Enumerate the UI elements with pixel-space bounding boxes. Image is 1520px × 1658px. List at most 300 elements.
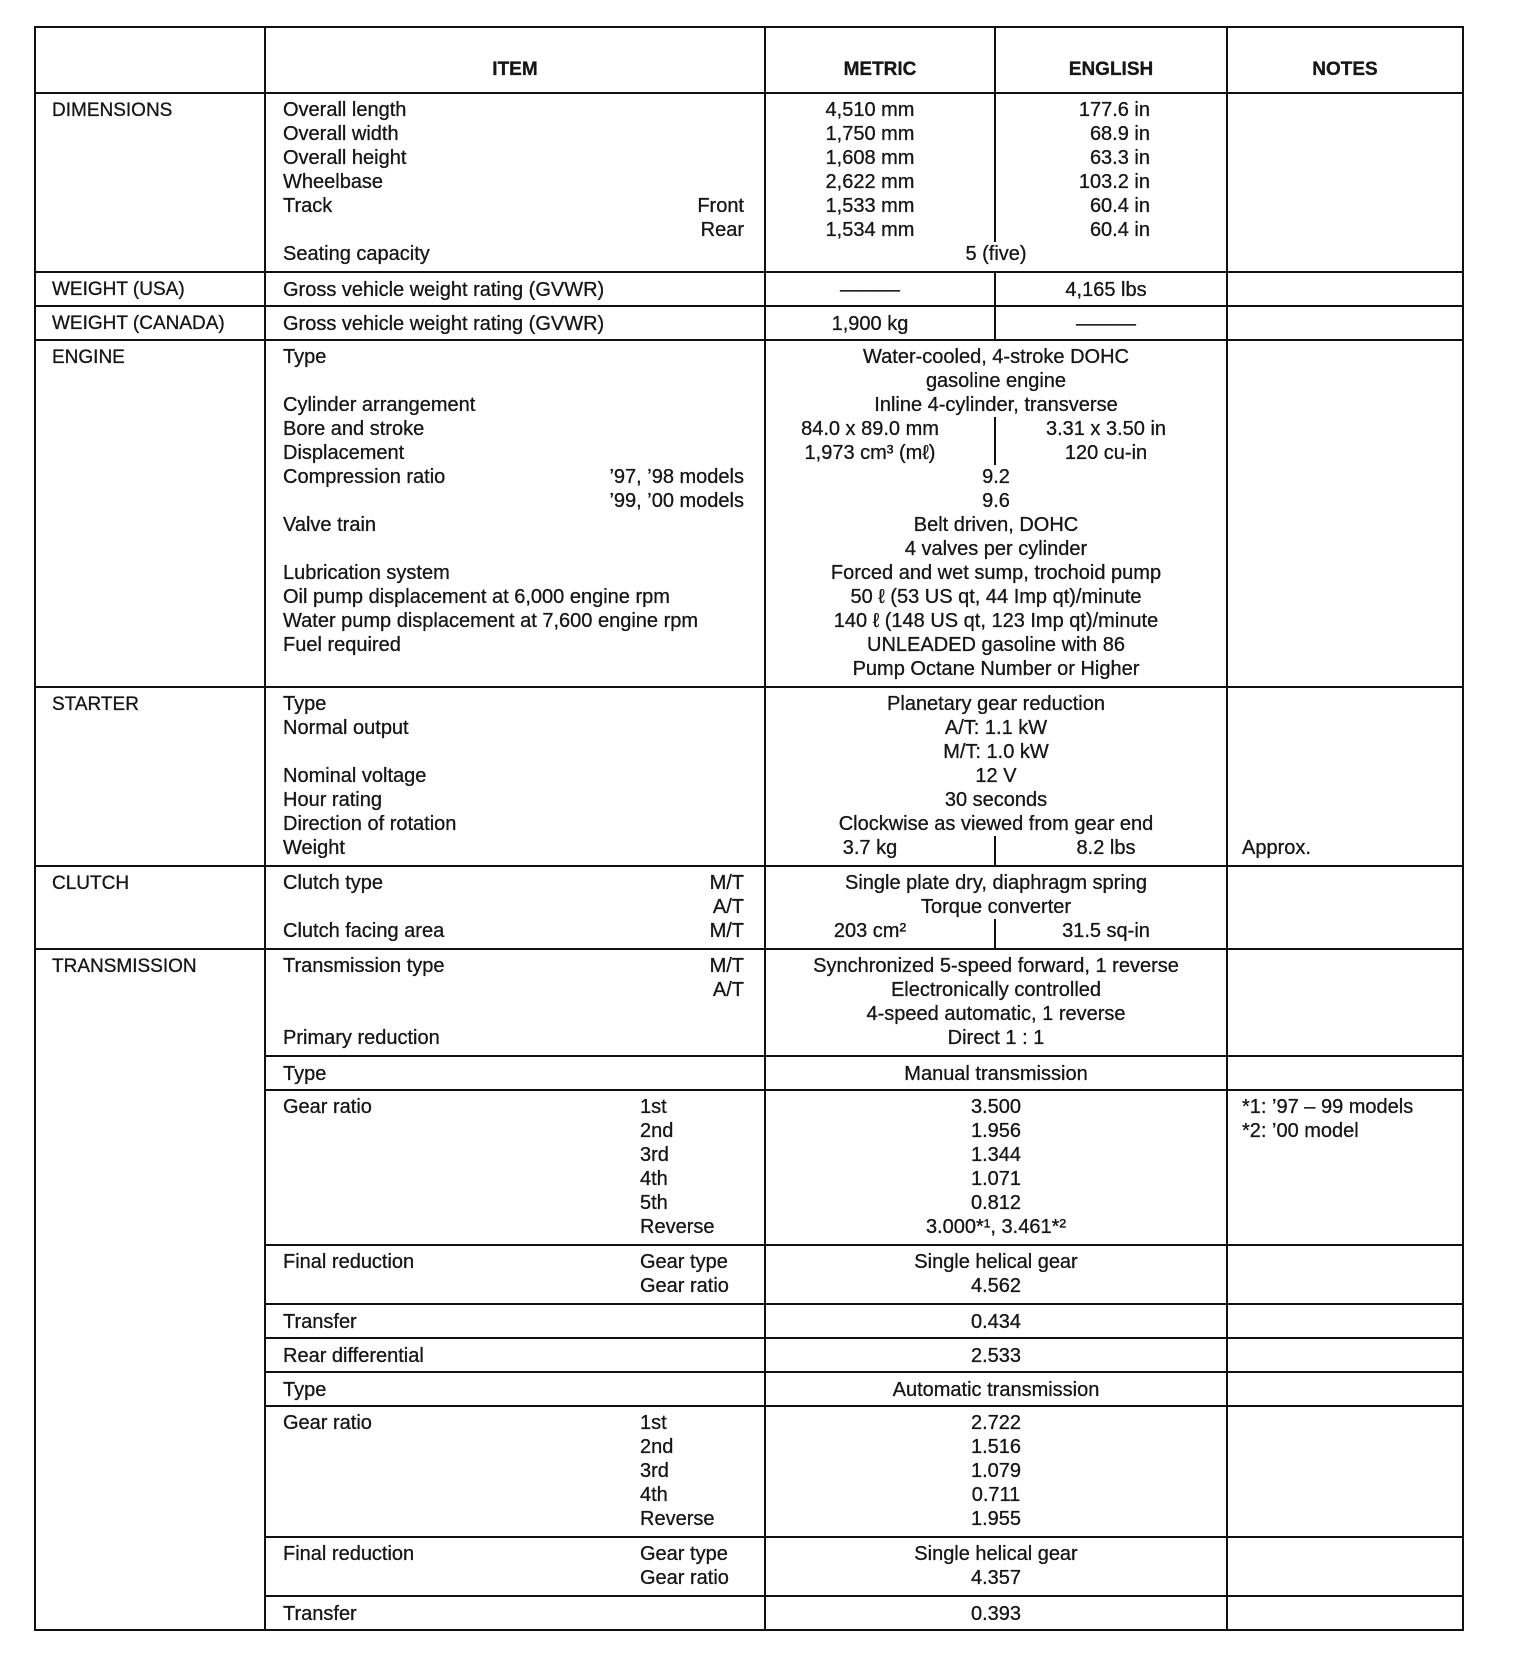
english-value: 60.4 in <box>1089 195 1150 217</box>
spec-row <box>266 417 1462 441</box>
item-cell-content <box>283 919 744 943</box>
item-label: Gross vehicle weight rating (GVWR) <box>283 279 605 301</box>
value-combined: Electronically controlled <box>890 979 1102 1001</box>
value-combined: 1.071 <box>970 1168 1022 1190</box>
item-label: Type <box>283 693 327 715</box>
item-cell <box>266 1459 766 1483</box>
spec-row <box>266 1339 1462 1371</box>
value-cell <box>766 836 1228 865</box>
item-cell-content <box>283 1062 744 1086</box>
spec-row <box>266 1057 1462 1089</box>
spec-row <box>266 537 1462 561</box>
value-cell <box>766 1373 1228 1405</box>
metric-cell <box>766 94 996 122</box>
value-cell <box>766 1459 1228 1483</box>
metric-value: 1,608 mm <box>825 147 915 169</box>
spec-row <box>266 867 1462 895</box>
metric-value: 84.0 x 89.0 mm <box>801 418 939 440</box>
item-cell-content <box>283 218 744 242</box>
spec-row <box>266 242 1462 271</box>
notes-cell <box>1228 919 1462 948</box>
notes-cell <box>1228 716 1462 740</box>
item-cell <box>266 1191 766 1215</box>
item-cell <box>266 146 766 170</box>
value-combined: 4.562 <box>970 1275 1022 1297</box>
notes-cell <box>1228 1091 1462 1119</box>
english-cell <box>996 417 1226 441</box>
item-cell-content <box>283 1602 744 1626</box>
value-cell <box>766 307 1228 339</box>
notes-cell <box>1228 1167 1462 1191</box>
value-cell <box>766 465 1228 489</box>
value-combined: 1.956 <box>970 1120 1022 1142</box>
spec-row <box>266 513 1462 537</box>
item-cell <box>266 170 766 194</box>
notes-cell <box>1228 561 1462 585</box>
english-value: 31.5 sq-in <box>1062 920 1150 942</box>
english-cell <box>996 273 1226 305</box>
spec-row <box>266 919 1462 948</box>
notes-cell <box>1228 585 1462 609</box>
header-metric: METRIC <box>766 28 996 92</box>
item-label: Cylinder arrangement <box>283 394 476 416</box>
value-combined: 140 ℓ (148 US qt, 123 Imp qt)/minute <box>833 610 1159 632</box>
notes-cell <box>1228 242 1462 271</box>
notes-cell <box>1228 146 1462 170</box>
english-value: 68.9 in <box>1089 123 1150 145</box>
english-value: 4,165 lbs <box>1065 279 1147 301</box>
spec-block <box>266 1057 1462 1091</box>
value-cell <box>766 1026 1228 1055</box>
item-cell <box>266 919 766 948</box>
spec-row <box>266 716 1462 740</box>
value-cell <box>766 812 1228 836</box>
item-cell-content <box>283 417 744 441</box>
spec-row <box>266 895 1462 919</box>
spec-block <box>266 1091 1462 1246</box>
notes-cell <box>1228 867 1462 895</box>
notes-cell <box>1228 1459 1462 1483</box>
notes-cell <box>1228 1057 1462 1089</box>
value-cell <box>766 657 1228 686</box>
item-sub-label: 2nd <box>640 1120 674 1142</box>
value-cell <box>766 895 1228 919</box>
spec-row <box>266 688 1462 716</box>
item-cell-content <box>283 1310 744 1334</box>
item-cell <box>266 867 766 895</box>
spec-row <box>266 561 1462 585</box>
item-cell-content <box>283 633 744 657</box>
value-cell <box>766 1483 1228 1507</box>
english-cell <box>996 919 1226 948</box>
value-cell <box>766 146 1228 170</box>
item-cell <box>266 1483 766 1507</box>
item-cell-content <box>283 441 744 465</box>
item-cell <box>266 1538 766 1566</box>
value-combined: Manual transmission <box>904 1063 1088 1085</box>
section-blocks <box>266 950 1462 1629</box>
category-label: DIMENSIONS <box>36 94 266 271</box>
item-cell <box>266 1305 766 1337</box>
item-cell-content <box>283 1026 744 1050</box>
item-label: Seating capacity <box>283 243 430 265</box>
header-notes: NOTES <box>1312 59 1378 80</box>
metric-value: 2,622 mm <box>825 171 915 193</box>
value-cell <box>766 218 1228 242</box>
value-combined: 3.000*¹, 3.461*² <box>925 1216 1067 1238</box>
item-cell-content <box>283 1344 744 1368</box>
item-qualifier: Front <box>697 195 744 217</box>
item-cell-content <box>283 194 744 218</box>
item-qualifier: M/T <box>709 920 744 942</box>
value-combined: 5 (five) <box>965 243 1027 265</box>
notes-cell <box>1228 194 1462 218</box>
english-cell <box>996 170 1226 194</box>
section-blocks <box>266 341 1462 686</box>
value-cell <box>766 1002 1228 1026</box>
item-label: Transfer <box>283 1311 357 1333</box>
item-cell <box>266 1339 766 1371</box>
notes-cell <box>1228 1566 1462 1595</box>
metric-value: 1,900 kg <box>831 313 909 335</box>
value-cell <box>766 1305 1228 1337</box>
item-sub-label: 2nd <box>640 1436 674 1458</box>
notes-cell <box>1228 688 1462 716</box>
item-cell-content <box>283 1483 744 1507</box>
section-blocks <box>266 94 1462 271</box>
spec-block <box>266 341 1462 686</box>
spec-row <box>266 1373 1462 1405</box>
notes-cell <box>1228 307 1462 339</box>
item-cell-content <box>283 657 744 681</box>
notes-cell <box>1228 788 1462 812</box>
item-label: Transmission type <box>283 955 445 977</box>
item-label: Track <box>283 195 333 217</box>
value-combined: Belt driven, DOHC <box>913 514 1079 536</box>
notes-cell <box>1228 609 1462 633</box>
spec-row <box>266 1305 1462 1337</box>
spec-block <box>266 1597 1462 1629</box>
spec-row <box>266 341 1462 369</box>
note-text: *1: ’97 – 99 models <box>1242 1096 1414 1118</box>
notes-cell <box>1228 1407 1462 1435</box>
item-cell <box>266 609 766 633</box>
item-cell-content <box>283 1119 744 1143</box>
item-cell-content <box>283 1459 744 1483</box>
value-cell <box>766 561 1228 585</box>
spec-row <box>266 609 1462 633</box>
item-label: Direction of rotation <box>283 813 457 835</box>
item-label: Final reduction <box>283 1543 415 1565</box>
spec-row <box>266 393 1462 417</box>
metric-value: 3.7 kg <box>842 837 898 859</box>
value-combined: 1.955 <box>970 1508 1022 1530</box>
item-sub-label: 4th <box>640 1168 668 1190</box>
notes-cell <box>1228 836 1462 865</box>
spec-block <box>266 1305 1462 1339</box>
item-cell-content <box>283 146 744 170</box>
value-cell <box>766 740 1228 764</box>
spec-row <box>266 1435 1462 1459</box>
value-combined: 12 V <box>975 765 1017 787</box>
item-cell-content <box>283 1435 744 1459</box>
item-cell <box>266 688 766 716</box>
spec-row <box>266 1407 1462 1435</box>
spec-row <box>266 489 1462 513</box>
item-cell-content <box>283 836 744 860</box>
value-cell <box>766 978 1228 1002</box>
english-cell <box>996 194 1226 218</box>
english-cell <box>996 218 1226 242</box>
item-cell-content <box>283 954 744 978</box>
item-cell-content <box>283 1215 744 1239</box>
category-label: WEIGHT (USA) <box>36 273 266 305</box>
section-engine <box>36 341 1462 688</box>
value-cell <box>766 369 1228 393</box>
section-blocks <box>266 867 1462 948</box>
value-cell <box>766 393 1228 417</box>
item-label: Type <box>283 1379 327 1401</box>
value-cell <box>766 1215 1228 1244</box>
section-blocks <box>266 307 1462 339</box>
value-combined: Forced and wet sump, trochoid pump <box>830 562 1162 584</box>
metric-value: 1,973 cm³ (mℓ) <box>804 442 936 464</box>
spec-row <box>266 194 1462 218</box>
item-cell-content <box>283 489 744 513</box>
item-cell <box>266 1215 766 1244</box>
spec-block <box>266 273 1462 305</box>
value-cell <box>766 1143 1228 1167</box>
item-cell <box>266 1091 766 1119</box>
header-category <box>36 28 266 92</box>
notes-cell <box>1228 1215 1462 1244</box>
value-cell <box>766 1119 1228 1143</box>
item-cell <box>266 1566 766 1595</box>
value-cell <box>766 242 1228 271</box>
value-combined: Synchronized 5-speed forward, 1 reverse <box>813 955 1179 977</box>
item-cell-content <box>283 122 744 146</box>
metric-cell <box>766 836 996 865</box>
value-cell <box>766 1538 1228 1566</box>
spec-row <box>266 657 1462 686</box>
item-cell <box>266 369 766 393</box>
notes-cell <box>1228 537 1462 561</box>
value-combined: A/T: 1.1 kW <box>944 717 1048 739</box>
english-value: 8.2 lbs <box>1076 837 1136 859</box>
spec-row <box>266 836 1462 865</box>
item-qualifier: M/T <box>709 955 744 977</box>
spec-row <box>266 369 1462 393</box>
item-cell-content <box>283 716 744 740</box>
metric-value: 1,533 mm <box>825 195 915 217</box>
value-cell <box>766 489 1228 513</box>
value-combined: Single helical gear <box>914 1543 1078 1565</box>
value-combined: Single plate dry, diaphragm spring <box>844 872 1148 894</box>
item-qualifier: ’97, ’98 models <box>609 466 744 488</box>
notes-cell <box>1228 465 1462 489</box>
section-dimensions <box>36 94 1462 273</box>
item-cell-content <box>283 812 744 836</box>
spec-block <box>266 1339 1462 1373</box>
value-cell <box>766 585 1228 609</box>
item-cell <box>266 465 766 489</box>
item-label: Final reduction <box>283 1251 415 1273</box>
item-cell-content <box>283 871 744 895</box>
item-label: Gear ratio <box>283 1412 372 1434</box>
value-cell <box>766 537 1228 561</box>
item-sub-label: 3rd <box>640 1460 669 1482</box>
value-combined: Planetary gear reduction <box>887 693 1105 715</box>
spec-row <box>266 1507 1462 1536</box>
item-cell-content <box>283 242 744 266</box>
notes-cell <box>1228 122 1462 146</box>
header-english: ENGLISH <box>996 28 1228 92</box>
notes-cell <box>1228 170 1462 194</box>
spec-row <box>266 978 1462 1002</box>
notes-cell <box>1228 764 1462 788</box>
item-cell <box>266 764 766 788</box>
value-cell <box>766 1507 1228 1536</box>
item-label: Type <box>283 1063 327 1085</box>
notes-cell <box>1228 1119 1462 1143</box>
item-cell <box>266 1026 766 1055</box>
item-cell-content <box>283 1378 744 1402</box>
spec-block <box>266 867 1462 948</box>
item-label: Clutch type <box>283 872 384 894</box>
value-combined: 2.533 <box>970 1345 1022 1367</box>
value-combined: UNLEADED gasoline with 86 <box>867 634 1125 656</box>
item-cell-content <box>283 170 744 194</box>
spec-table <box>34 26 1464 1631</box>
spec-row <box>266 170 1462 194</box>
item-cell <box>266 1119 766 1143</box>
spec-row <box>266 1246 1462 1274</box>
item-label: Displacement <box>283 442 405 464</box>
notes-cell <box>1228 1002 1462 1026</box>
value-combined: 0.434 <box>970 1311 1022 1333</box>
item-cell-content <box>283 609 744 633</box>
english-value: 103.2 in <box>1078 171 1150 193</box>
item-cell-content <box>283 1167 744 1191</box>
value-combined: 0.812 <box>970 1192 1022 1214</box>
item-cell <box>266 1597 766 1629</box>
metric-value: 203 cm² <box>833 920 907 942</box>
item-cell-content <box>283 585 744 609</box>
value-combined: 1.344 <box>970 1144 1022 1166</box>
value-combined: 3.500 <box>970 1096 1022 1118</box>
notes-cell <box>1228 341 1462 369</box>
metric-value: ——— <box>840 279 900 301</box>
item-label: Lubrication system <box>283 562 450 584</box>
value-combined: 50 ℓ (53 US qt, 44 Imp qt)/minute <box>850 586 1142 608</box>
item-qualifier: A/T <box>712 896 744 918</box>
value-cell <box>766 1274 1228 1303</box>
item-cell <box>266 513 766 537</box>
value-cell <box>766 1597 1228 1629</box>
value-cell <box>766 1191 1228 1215</box>
item-label: Overall length <box>283 99 407 121</box>
notes-cell <box>1228 417 1462 441</box>
item-cell <box>266 1507 766 1536</box>
spec-row <box>266 94 1462 122</box>
value-cell <box>766 716 1228 740</box>
metric-cell <box>766 441 996 465</box>
item-cell-content <box>283 537 744 561</box>
notes-cell <box>1228 489 1462 513</box>
item-cell-content <box>283 764 744 788</box>
header-item: ITEM <box>266 28 766 92</box>
value-cell <box>766 764 1228 788</box>
value-combined: Automatic transmission <box>892 1379 1100 1401</box>
spec-row <box>266 1597 1462 1629</box>
spec-row <box>266 441 1462 465</box>
value-combined: M/T: 1.0 kW <box>943 741 1049 763</box>
item-label: Weight <box>283 837 345 859</box>
value-combined: Water-cooled, 4-stroke DOHC <box>863 346 1129 368</box>
item-cell <box>266 740 766 764</box>
section-weight-usa <box>36 273 1462 307</box>
value-combined: 1.079 <box>970 1460 1022 1482</box>
spec-row <box>266 1483 1462 1507</box>
value-cell <box>766 341 1228 369</box>
item-cell-content <box>283 895 744 919</box>
value-cell <box>766 273 1228 305</box>
item-sub-label: 1st <box>640 1096 667 1118</box>
english-cell <box>996 122 1226 146</box>
item-cell <box>266 1167 766 1191</box>
item-sub-label: Gear type <box>640 1251 728 1273</box>
value-combined: Single helical gear <box>914 1251 1078 1273</box>
item-label: Oil pump displacement at 6,000 engine rpm <box>283 586 670 608</box>
metric-value: 1,534 mm <box>825 219 915 241</box>
item-cell-content <box>283 1274 744 1298</box>
notes-cell <box>1228 1373 1462 1405</box>
item-cell-content <box>283 278 744 302</box>
notes-cell <box>1228 812 1462 836</box>
spec-row <box>266 633 1462 657</box>
item-cell-content <box>283 465 744 489</box>
spec-row <box>266 1002 1462 1026</box>
notes-cell <box>1228 1191 1462 1215</box>
section-clutch <box>36 867 1462 950</box>
item-cell <box>266 1435 766 1459</box>
english-value: 177.6 in <box>1078 99 1150 121</box>
item-cell <box>266 895 766 919</box>
value-combined: Direct 1 : 1 <box>947 1027 1045 1049</box>
metric-cell <box>766 919 996 948</box>
value-cell <box>766 950 1228 978</box>
english-cell <box>996 836 1226 865</box>
value-cell <box>766 919 1228 948</box>
item-sub-label: 4th <box>640 1484 668 1506</box>
value-cell <box>766 1167 1228 1191</box>
spec-row <box>266 1538 1462 1566</box>
value-combined: Pump Octane Number or Higher <box>852 658 1140 680</box>
notes-cell <box>1228 1274 1462 1303</box>
item-cell <box>266 417 766 441</box>
notes-cell <box>1228 895 1462 919</box>
value-cell <box>766 688 1228 716</box>
item-cell <box>266 1143 766 1167</box>
item-cell-content <box>283 1002 744 1026</box>
item-cell-content <box>283 978 744 1002</box>
item-label: Water pump displacement at 7,600 engine rpm <box>283 610 699 632</box>
spec-block <box>266 1246 1462 1305</box>
item-cell <box>266 1057 766 1089</box>
spec-row <box>266 740 1462 764</box>
metric-value: 1,750 mm <box>825 123 915 145</box>
item-cell <box>266 1407 766 1435</box>
